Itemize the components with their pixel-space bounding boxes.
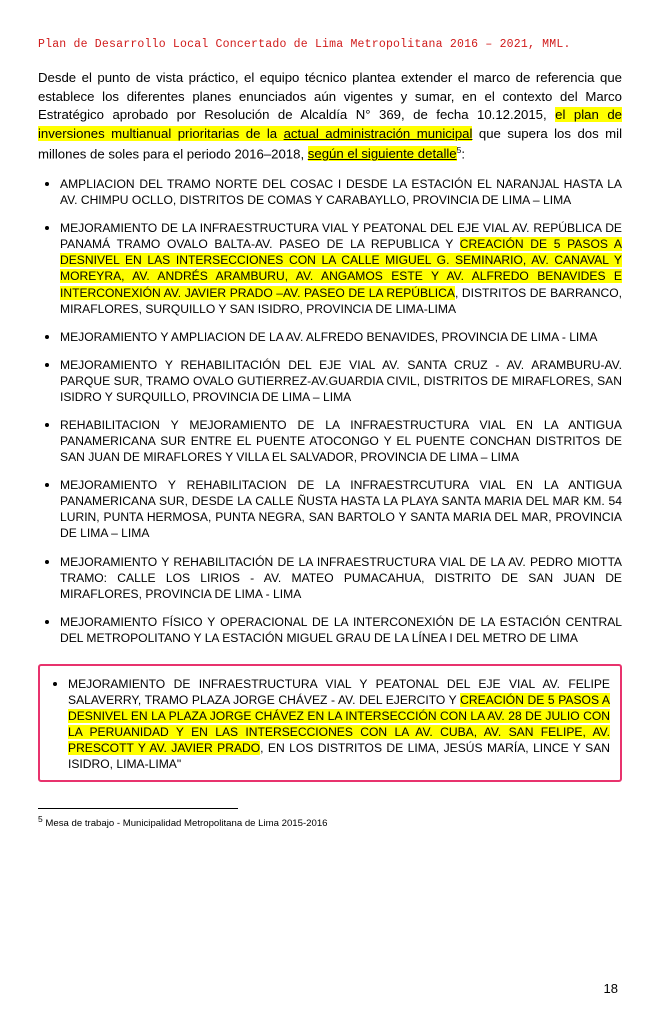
list-item [38,176,622,208]
bullet-text-segment: , DISTRITOS DE BARRANCO, MIRAFLORES, SURQUILLO Y SAN ISIDRO, PROVINCIA DE LIMA-LIMA [60,285,622,316]
bullet-text-segment: MEJORAMIENTO DE INFRAESTRUCTURA VIAL Y PEATONAL DEL EJE VIAL AV. FELIPE SALAVERRY, TRAMO PLAZA JORGE CHÁVEZ - AV. DEL EJERCITO Y [68,676,610,708]
list-item [38,329,622,345]
bullet-text-segment: MEJORAMIENTO Y REHABILITACIÓN DE LA INFRAESTRUCTURA VIAL DE LA AV. PEDRO MIOTTA TRAMO: CALLE LOS LIRIOS - AV. MATEO PUMACAHUA, DISTRITO DE SAN JUAN DE MIRAFLORES, PROVINCIA DE LIMA - LIMA [60,554,622,601]
list-item [38,357,622,405]
footnote-separator [38,808,238,809]
list-item [38,554,622,602]
boxed-list [46,676,610,772]
paragraph-highlight-2: según el siguiente detalle [307,146,457,162]
footnote-marker: 5 [38,814,43,825]
bullet-text-segment: MEJORAMIENTO FÍSICO Y OPERACIONAL DE LA INTERCONEXIÓN DE LA ESTACIÓN CENTRAL DEL METROPOLITANO Y LA ESTACIÓN MIGUEL GRAU DE LA LÍNEA I DEL METRO DE LIMA [60,614,622,645]
footnote [38,814,622,831]
document-header: Plan de Desarrollo Local Concertado de Lima Metropolitana 2016 – 2021, MML. [38,38,571,51]
list-item [46,676,610,772]
footnote-reference-marker: 5 [456,144,462,155]
highlighted-project-box [38,664,622,782]
list-item [38,614,622,646]
list-item [38,477,622,541]
bullet-text-segment: MEJORAMIENTO DE LA INFRAESTRUCTURA VIAL Y PEATONAL DEL EJE VIAL AV. REPÚBLICA DE PANAMÁ TRAMO OVALO BALTA-AV. PASEO DE LA REPUBLICA Y [60,221,622,252]
investment-list [38,176,622,646]
paragraph-part-1: Desde el punto de vista práctico, el equipo técnico plantea extender el marco de referencia que establece los diferentes planes enunciados aún vigentes y sumar, en el contexto del Marco Estratégico aprobado por Resolución de Alcaldía N° 369, de fecha 10.12.2015, [38,70,622,123]
bullet-text-segment: MEJORAMIENTO Y REHABILITACION DE LA INFRAESTRCUTURA VIAL EN LA ANTIGUA PANAMERICANA SUR, DESDE LA CALLE ÑUSTA HASTA LA PLAYA SANTA MARIA DEL MAR KM. 54 LURIN, PUNTA HERMOSA, PUNTA NEGRA, SAN BARTOLO Y SANTA MARIA DEL MAR, PROVINCIA DE LIMA – LIMA [60,478,622,541]
bullet-highlight-segment: CREACIÓN DE 5 PASOS A DESNIVEL EN LA PLAZA JORGE CHÁVEZ EN LA INTERSECCIÓN CON LA AV. 28 DE JULIO CON LA PERUANIDAD Y EN LAS INTERSECCIONES CON LA AV. CUBA, AV. SAN FELIPE, AV. PRESCOTT Y AV. JAVIER PRADO [68,693,610,756]
list-item [38,220,622,316]
bullet-text-segment: AMPLIACION DEL TRAMO NORTE DEL COSAC I DESDE LA ESTACIÓN EL NARANJAL HASTA LA AV. CHIMPU OCLLO, DISTRITOS DE COMAS Y CARABAYLLO, PROVINCIA DE LIMA – LIMA [60,177,622,208]
list-item [38,417,622,465]
footnote-text: Mesa de trabajo - Municipalidad Metropolitana de Lima 2015-2016 [42,818,328,830]
bullet-text-segment: REHABILITACION Y MEJORAMIENTO DE LA INFRAESTRUCTURA VIAL EN LA ANTIGUA PANAMERICANA SUR ENTRE EL PUENTE ATOCONGO Y EL PUENTE CONCHAN DISTRITOS DE SAN JUAN DE MIRAFLORES Y VILLA EL SALVADOR, PROVINCIA DE LIMA – LIMA [60,418,622,465]
bullet-text-segment: MEJORAMIENTO Y REHABILITACIÓN DEL EJE VIAL AV. SANTA CRUZ - AV. ARAMBURU-AV. PARQUE SUR, TRAMO OVALO GUTIERREZ-AV.GUARDIA CIVIL, DISTRITOS DE MIRAFLORES, SAN ISIDRO Y SURQUILLO, PROVINCIA DE LIMA – LIMA [60,357,622,404]
paragraph-highlight-1: el plan de inversiones multianual prioritarias de la [38,107,622,142]
paragraph-part-3: : [461,146,466,162]
bullet-text-segment: , EN LOS DISTRITOS DE LIMA, JESÚS MARÍA, LINCE Y SAN ISIDRO, LIMA-LIMA" [68,741,611,772]
bullet-highlight-segment: CREACIÓN DE 5 PASOS A DESNIVEL EN LAS INTERSECCIONES CON LA CALLE MIGUEL G. SEMINARIO, AV. CANAVAL Y MOREYRA, AV. ANDRÉS ARAMBURU, AV. ANGAMOS ESTE Y AV. ALFREDO BENAVIDES E INTERCONEXIÓN AV. JAVIER PRADO –AV. PASEO DE LA REPÚBLICA [60,237,622,300]
paragraph-part-2: que supera los dos mil millones de soles para el periodo 2016–2018, [38,126,623,162]
page-number: 18 [603,981,618,996]
paragraph-highlight-1-underlined: actual administración municipal [283,126,473,142]
bullet-text-segment: MEJORAMIENTO Y AMPLIACION DE LA AV. ALFREDO BENAVIDES, PROVINCIA DE LIMA - LIMA [60,329,598,344]
intro-paragraph [38,69,622,164]
